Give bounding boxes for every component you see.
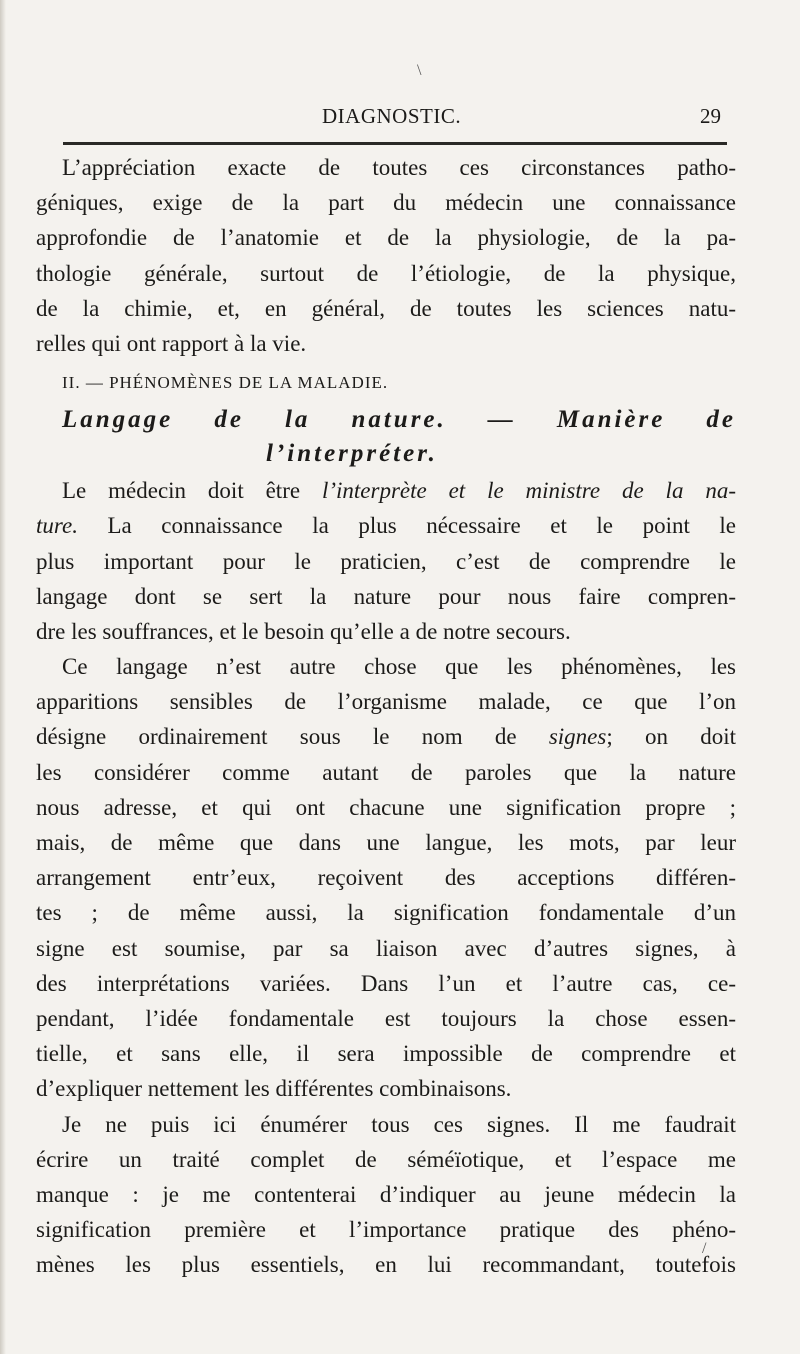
text-span: Le médecin doit être [62, 478, 322, 504]
text-line: approfondie de l’anatomie et de la physiologie, de la pa- [36, 225, 736, 251]
text-line: apparitions sensibles de l’organisme malade, ce que l’on [36, 689, 736, 715]
text-line: signe est soumise, par sa liaison avec d’autres signes, à [36, 935, 736, 961]
text-line: pendant, l’idée fondamentale est toujours la chose essen- [36, 1005, 736, 1031]
running-head-title: DIAGNOSTIC. [322, 104, 462, 128]
paragraph-4 [36, 1107, 736, 1283]
subheading [36, 403, 736, 471]
running-head [0, 104, 800, 134]
text-span: La connaissance la plus nécessaire et le point le [77, 513, 736, 539]
italic-phrase: signes [548, 724, 607, 750]
text-line: mènes les plus essentiels, en lui recommandant, toutefois [36, 1252, 736, 1278]
text-line: signification première et l’importance pratique des phéno- [36, 1217, 736, 1243]
text-line: de la chimie, et, en général, de toutes les sciences natu- [36, 295, 736, 321]
italic-phrase: ture. [36, 513, 78, 539]
text-line: d’expliquer nettement les différentes combinaisons. [36, 1076, 512, 1102]
text-line: langage dont se sert la nature pour nous faire compren- [36, 583, 736, 609]
text-line: Je ne puis ici énumérer tous ces signes. Il me faudrait [62, 1111, 736, 1137]
text-line: Ce langage n’est autre chose que les phénomènes, les [62, 654, 736, 680]
page-gutter-shadow [0, 0, 6, 1354]
text-span: ; on doit [606, 724, 736, 750]
text-line: L’appréciation exacte de toutes ces circonstances patho- [62, 155, 736, 180]
section-heading: II. — PHÉNOMÈNES DE LA MALADIE. [62, 373, 389, 393]
text-line: des interprétations variées. Dans l’un et l’autre cas, ce- [36, 970, 736, 996]
subheading-line: Langage de la nature. — Manière de [62, 406, 736, 434]
subheading-line: l’interpréter. [266, 440, 438, 468]
text-line: nous adresse, et qui ont chacune une signification propre ; [36, 794, 736, 820]
text-line: plus important pour le praticien, c’est de comprendre le [36, 548, 736, 574]
page-number: 29 [700, 104, 721, 128]
stray-ink-mark: / [702, 1240, 707, 1257]
text-line: tes ; de même aussi, la signification fondamentale d’un [36, 900, 736, 926]
text-line: tielle, et sans elle, il sera impossible de comprendre et [36, 1041, 736, 1067]
text-line: les considérer comme autant de paroles que la nature [36, 759, 736, 785]
text-span: désigne ordinairement sous le nom de [36, 724, 549, 750]
text-line: dre les souffrances, et le besoin qu’elle a de notre secours. [36, 618, 571, 644]
body-text [36, 150, 736, 1282]
text-line: manque : je me contenterai d’indiquer au jeune médecin la [36, 1181, 736, 1207]
text-line: relles qui ont rapport à la vie. [36, 330, 307, 356]
italic-phrase: l’interprète et le ministre de la na- [321, 478, 736, 504]
text-line [36, 719, 736, 754]
stray-ink-mark: \ [417, 62, 422, 79]
paragraph-1 [36, 150, 736, 361]
text-line [36, 508, 736, 543]
text-line [36, 473, 736, 508]
text-line: arrangement entr’eux, reçoivent des acceptions différen- [36, 865, 736, 891]
paragraph-2 [36, 473, 736, 649]
text-line: mais, de même que dans une langue, les mots, par leur [36, 830, 736, 855]
paragraph-3 [36, 649, 736, 1106]
text-line: écrire un traité complet de séméïotique, et l’espace me [36, 1146, 736, 1172]
header-rule [63, 142, 727, 145]
text-line: géniques, exige de la part du médecin une connaissance [36, 190, 736, 216]
text-line: thologie générale, surtout de l’étiologie, de la physique, [36, 260, 736, 286]
